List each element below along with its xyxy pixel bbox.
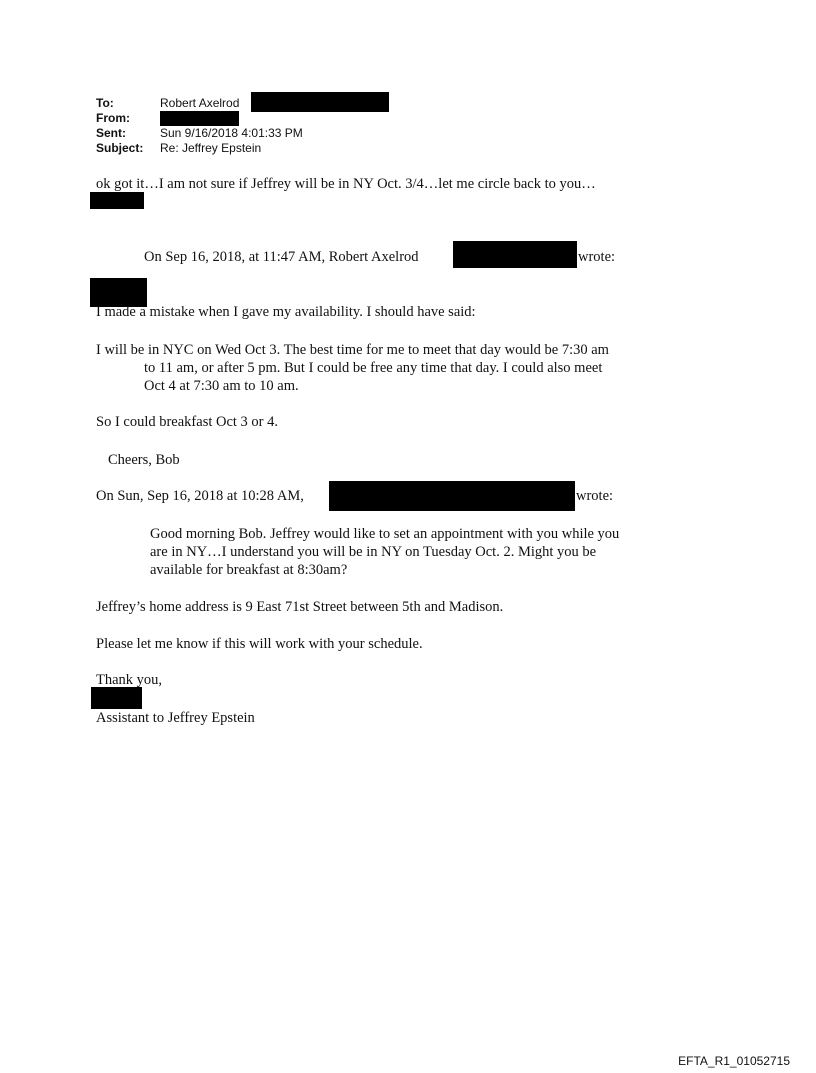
morning-line-2: are in NY…I understand you will be in NY on Tuesday Oct. 2. Might you be — [150, 544, 597, 560]
nyc-line-1: I will be in NYC on Wed Oct 3. The best time for me to meet that day would be 7:30 am — [96, 342, 609, 358]
redaction-assistant-email — [329, 481, 575, 511]
redaction-assistant-name — [91, 687, 142, 709]
quote2-attribution: On Sun, Sep 16, 2018 at 10:28 AM, — [96, 488, 304, 504]
redaction-quote-top — [90, 278, 147, 307]
schedule-text: Please let me know if this will work with your schedule. — [96, 636, 423, 652]
thanks-text: Thank you, — [96, 672, 163, 688]
redaction-from — [160, 111, 239, 126]
to-label: To: — [96, 96, 114, 110]
sent-value: Sun 9/16/2018 4:01:33 PM — [160, 126, 303, 140]
subject-value: Re: Jeffrey Epstein — [160, 141, 262, 155]
subject-label: Subject: — [96, 141, 144, 155]
morning-line-3: available for breakfast at 8:30am? — [150, 562, 348, 578]
quote2-wrote: wrote: — [576, 488, 614, 504]
quote1-attribution: On Sep 16, 2018, at 11:47 AM, Robert Axelrod — [144, 249, 419, 265]
from-label: From: — [96, 111, 130, 125]
nyc-line-2: to 11 am, or after 5 pm. But I could be free any time that day. I could also meet — [144, 360, 603, 376]
reply-text: ok got it…I am not sure if Jeffrey will be in NY Oct. 3/4…let me circle back to you… — [96, 176, 596, 192]
mistake-text: I made a mistake when I gave my availability. I should have said: — [96, 304, 476, 320]
redaction-to-email — [251, 92, 389, 112]
redaction-sender-name — [90, 192, 144, 209]
quote1-wrote: wrote: — [578, 249, 616, 265]
nyc-line-3: Oct 4 at 7:30 am to 10 am. — [144, 378, 299, 394]
morning-line-1: Good morning Bob. Jeffrey would like to set an appointment with you while you — [150, 526, 620, 542]
to-value: Robert Axelrod — [160, 96, 240, 110]
bates-number: EFTA_R1_01052715 — [678, 1054, 790, 1068]
sent-label: Sent: — [96, 126, 126, 140]
breakfast-text: So I could breakfast Oct 3 or 4. — [96, 414, 279, 430]
signature-text: Assistant to Jeffrey Epstein — [96, 710, 255, 726]
redaction-axelrod-email — [453, 241, 577, 268]
cheers-text: Cheers, Bob — [108, 452, 180, 468]
address-text: Jeffrey’s home address is 9 East 71st Street between 5th and Madison. — [96, 599, 504, 615]
